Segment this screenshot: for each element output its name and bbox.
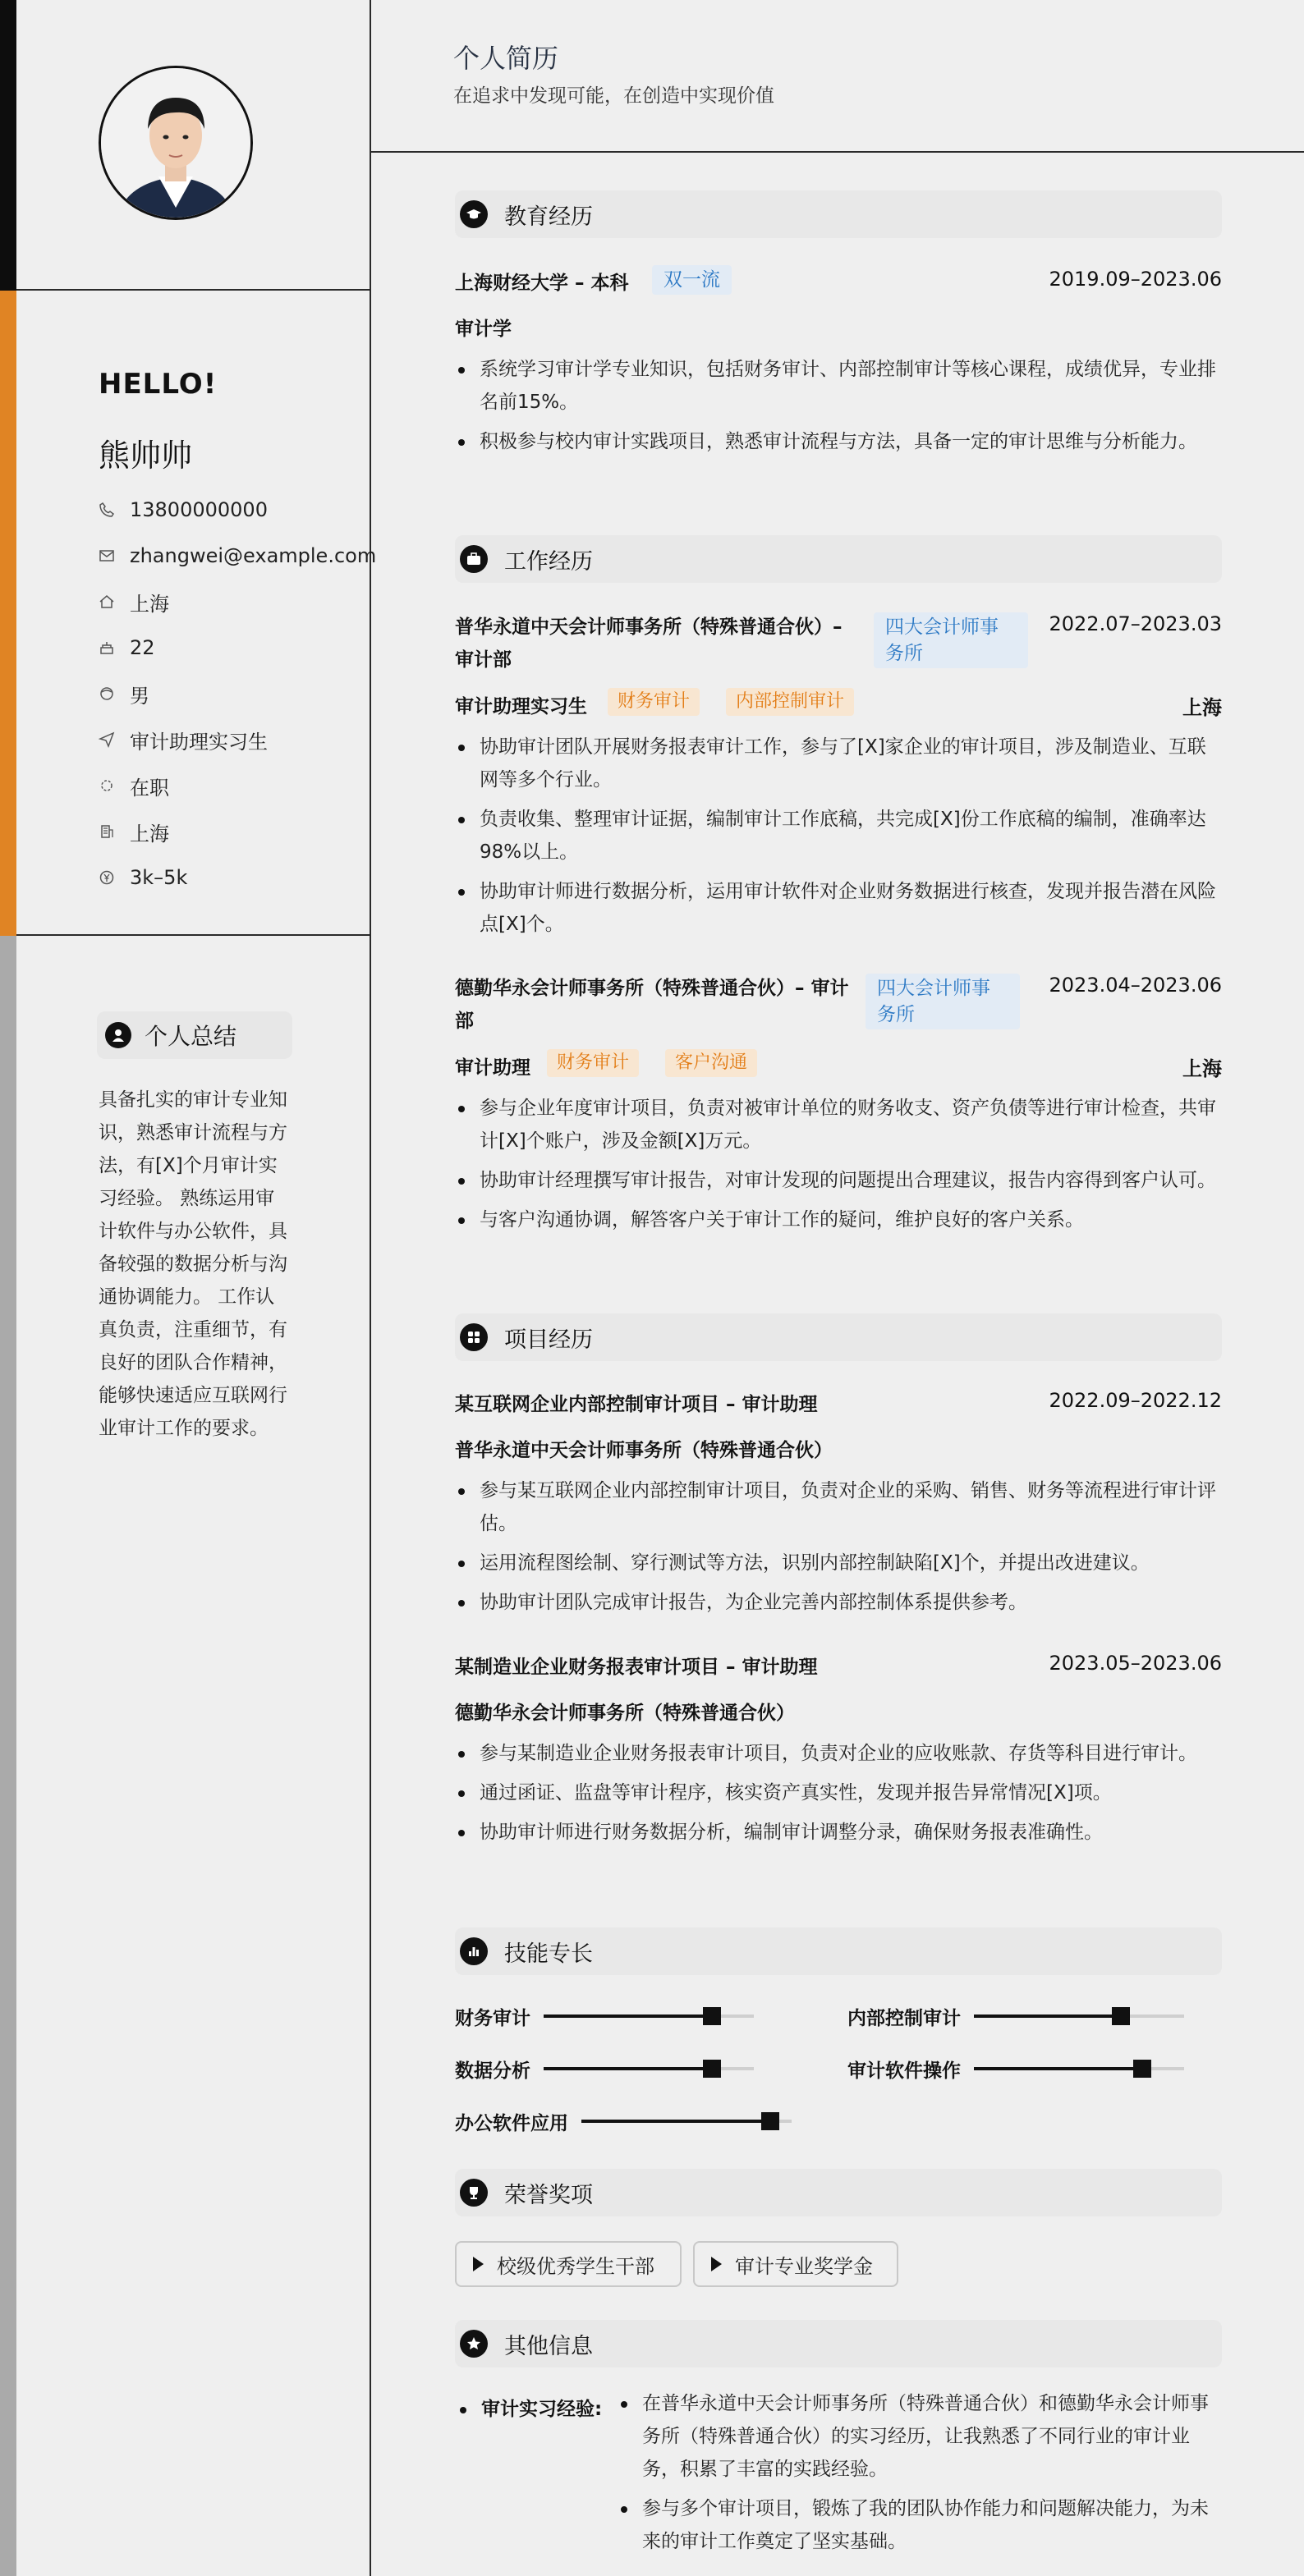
info-job-value: 审计助理实习生 [130,730,268,754]
list-item: 运用流程图绘制、穿行测试等方法，识别内部控制缺陷[X]个，并提出改进建议。 [455,1547,1222,1579]
skill-bar [974,2015,1184,2018]
home-icon [99,594,115,610]
skills-title: 技能专长 [504,1941,593,1967]
info-salary-value: 3k–5k [130,866,188,889]
skill-bar [974,2067,1184,2070]
skill-row [455,2105,792,2138]
job-1-role: 审计助理实习生 [455,696,587,717]
other-title: 其他信息 [504,2333,593,2359]
list-item: 参与某制造业企业财务报表审计项目，负责对企业的应收账款、存货等科目进行审计。 [455,1737,1222,1770]
education-date: 2019.09–2023.06 [1049,268,1222,291]
skill-bar [581,2120,792,2123]
award-label: 校级优秀学生干部 [497,2254,654,2278]
job-1-skill-tag: 内部控制审计 [726,688,854,716]
award-item [455,2241,682,2287]
job-2-date: 2023.04–2023.06 [1049,974,1222,997]
education-bullets [455,353,1222,465]
skill-label: 财务审计 [455,2007,530,2029]
project-1-org: 普华永道中天会计师事务所（特殊普通合伙） [455,1440,833,1461]
education-heading [455,190,1222,238]
skill-bar-fill [544,2067,712,2070]
info-age [99,635,155,660]
page-title: 个人简历 [453,43,559,74]
projects-title: 项目经历 [504,1327,593,1353]
skill-row [847,2000,1184,2033]
info-city-value: 上海 [130,822,169,846]
list-item: 参与企业年度审计项目，负责对被审计单位的财务收支、资产负债等进行审计检查，共审计[X]个账户，涉及金额[X]万元。 [455,1092,1222,1157]
job-2-place: 上海 [1182,1057,1222,1080]
skill-bar-knob [703,2007,721,2025]
project-1-date: 2022.09–2022.12 [1049,1389,1222,1412]
summary-heading [97,1011,292,1059]
skill-row [455,2052,754,2085]
skill-bar-fill [974,2015,1121,2018]
sidebar-divider [16,289,371,291]
page-header [371,0,1304,153]
list-item: 负责收集、整理审计证据，编制审计工作底稿，共完成[X]份工作底稿的编制，准确率达98%以上。 [455,803,1222,869]
list-item: 协助审计团队开展财务报表审计工作，参与了[X]家企业的审计项目，涉及制造业、互联网等多个行业。 [455,731,1222,796]
list-item: 系统学习审计学专业知识，包括财务审计、内部控制审计等核心课程，成绩优异，专业排名前15%。 [455,353,1222,419]
skill-label: 审计软件操作 [847,2060,961,2082]
info-status-value: 在职 [130,776,169,800]
job-1-date: 2022.07–2023.03 [1049,612,1222,635]
awards-heading [455,2169,1222,2216]
job-2-role: 审计助理 [455,1057,530,1079]
summary-text: 具备扎实的审计专业知识，熟悉审计流程与方法，有[X]个月审计实习经验。 熟练运用审计软件与办公软件，具备较强的数据分析与沟通协调能力。 工作认真负责，注重细节，有良好的团队合作精神，能够快速适应互联网行业审计工作的要求。 [99,1089,287,1439]
job-1-place: 上海 [1182,696,1222,719]
salary-icon [99,869,115,886]
play-icon [473,2257,484,2271]
job-1-tag: 四大会计师事务所 [874,612,1028,668]
list-item: 协助审计经理撰写审计报告，对审计发现的问题提出合理建议，报告内容得到客户认可。 [455,1164,1222,1197]
job-2-tag: 四大会计师事务所 [866,974,1020,1029]
skill-bar-knob [1133,2060,1151,2078]
info-home [99,589,169,614]
info-phone-value: 13800000000 [130,498,268,521]
briefcase-icon [460,545,488,573]
mail-icon [99,548,115,564]
skill-row [455,2000,754,2033]
list-item: 协助审计师进行财务数据分析，编制审计调整分录，确保财务报表准确性。 [455,1816,1222,1849]
job-2-skill-tag: 财务审计 [547,1049,639,1077]
info-email-value: zhangwei@example.com [130,544,377,567]
status-icon [99,777,115,794]
job-1-skill-tag: 财务审计 [608,688,700,716]
award-item [693,2241,898,2287]
graduation-cap-icon [460,200,488,228]
skill-bar-knob [703,2060,721,2078]
project-2-name: 某制造业企业财务报表审计项目 – 审计助理 [455,1657,818,1678]
hello-heading: HELLO! [99,368,218,401]
skill-bar-knob [761,2112,779,2130]
send-icon [99,731,115,748]
info-gender [99,681,149,706]
sidebar-stripe-gray [0,936,16,2576]
other-label: 审计实习经验: [481,2399,603,2420]
skill-label: 办公软件应用 [455,2112,568,2134]
sidebar-stripe-orange [0,291,16,936]
skill-label: 内部控制审计 [847,2007,961,2029]
info-gender-value: 男 [130,684,149,708]
project-1-bullets [455,1474,1222,1625]
skill-bar-fill [974,2067,1142,2070]
project-2-bullets [455,1737,1222,1855]
project-2-org: 德勤华永会计师事务所（特殊普通合伙） [455,1703,795,1724]
other-bullet [460,2407,466,2413]
list-item: 通过函证、监盘等审计程序，核实资产真实性，发现并报告异常情况[X]项。 [455,1776,1222,1809]
phone-icon [99,502,115,518]
trophy-icon [460,2179,488,2207]
other-bullets [618,2387,1222,2565]
education-tag: 双一流 [652,265,732,295]
job-1-company: 普华永道中天会计师事务所（特殊普通合伙）– 审计部 [455,616,843,671]
other-heading [455,2320,1222,2367]
skill-label: 数据分析 [455,2060,530,2082]
skill-bar [544,2067,754,2070]
job-2-company: 德勤华永会计师事务所（特殊普通合伙）– 审计部 [455,978,849,1032]
education-title: 教育经历 [504,204,593,230]
job-1-bullets [455,731,1222,947]
skill-bar-fill [581,2120,770,2123]
award-label: 审计专业奖学金 [735,2254,873,2278]
play-icon [711,2257,722,2271]
info-home-value: 上海 [130,592,169,616]
building-icon [99,823,115,840]
work-heading [455,535,1222,583]
skills-heading [455,1927,1222,1975]
projects-heading [455,1313,1222,1361]
list-item: 协助审计师进行数据分析，运用审计软件对企业财务数据进行核查，发现并报告潜在风险点[X]个。 [455,875,1222,941]
awards-title: 荣誉奖项 [504,2182,593,2208]
job-2-bullets [455,1092,1222,1243]
list-item: 参与某互联网企业内部控制审计项目，负责对企业的采购、销售、财务等流程进行审计评估。 [455,1474,1222,1540]
page-subtitle: 在追求中发现可能，在创造中实现价值 [453,85,774,107]
project-2-date: 2023.05–2023.06 [1049,1652,1222,1675]
list-item: 协助审计团队完成审计报告，为企业完善内部控制体系提供参考。 [455,1586,1222,1619]
list-item: 积极参与校内审计实践项目，熟悉审计流程与方法，具备一定的审计思维与分析能力。 [455,425,1222,458]
grid-icon [460,1323,488,1351]
project-1-name: 某互联网企业内部控制审计项目 – 审计助理 [455,1394,818,1415]
list-item: 参与多个审计项目，锻炼了我的团队协作能力和问题解决能力，为未来的审计工作奠定了坚实基础。 [618,2492,1222,2558]
sidebar [0,0,377,2576]
skill-bar-fill [544,2015,712,2018]
avatar [99,66,253,220]
star-badge-icon [460,2330,488,2358]
info-salary [99,865,187,890]
info-city [99,819,169,844]
bar-chart-icon [460,1937,488,1965]
education-school: 上海财经大学 – 本科 [455,273,629,294]
education-major: 审计学 [455,319,512,340]
list-item: 在普华永道中天会计师事务所（特殊普通合伙）和德勤华永会计师事务所（特殊普通合伙）的实习经历，让我熟悉了不同行业的审计业务，积累了丰富的实践经验。 [618,2387,1222,2486]
cake-icon [99,639,115,656]
list-item: 与客户沟通协调，解答客户关于审计工作的疑问，维护良好的客户关系。 [455,1203,1222,1236]
summary-title: 个人总结 [145,1023,237,1050]
info-job [99,727,268,752]
skill-bar [544,2015,754,2018]
info-status [99,773,169,798]
skill-row [847,2052,1184,2085]
profile-name: 熊帅帅 [99,438,193,474]
work-title: 工作经历 [504,548,593,575]
sidebar-divider [16,934,371,936]
info-age-value: 22 [130,636,155,659]
info-phone [99,497,268,522]
gender-icon [99,685,115,702]
user-icon [105,1022,131,1048]
skill-bar-knob [1112,2007,1130,2025]
job-2-skill-tag: 客户沟通 [665,1049,757,1077]
sidebar-stripe-black [0,0,16,291]
info-email [99,543,376,568]
